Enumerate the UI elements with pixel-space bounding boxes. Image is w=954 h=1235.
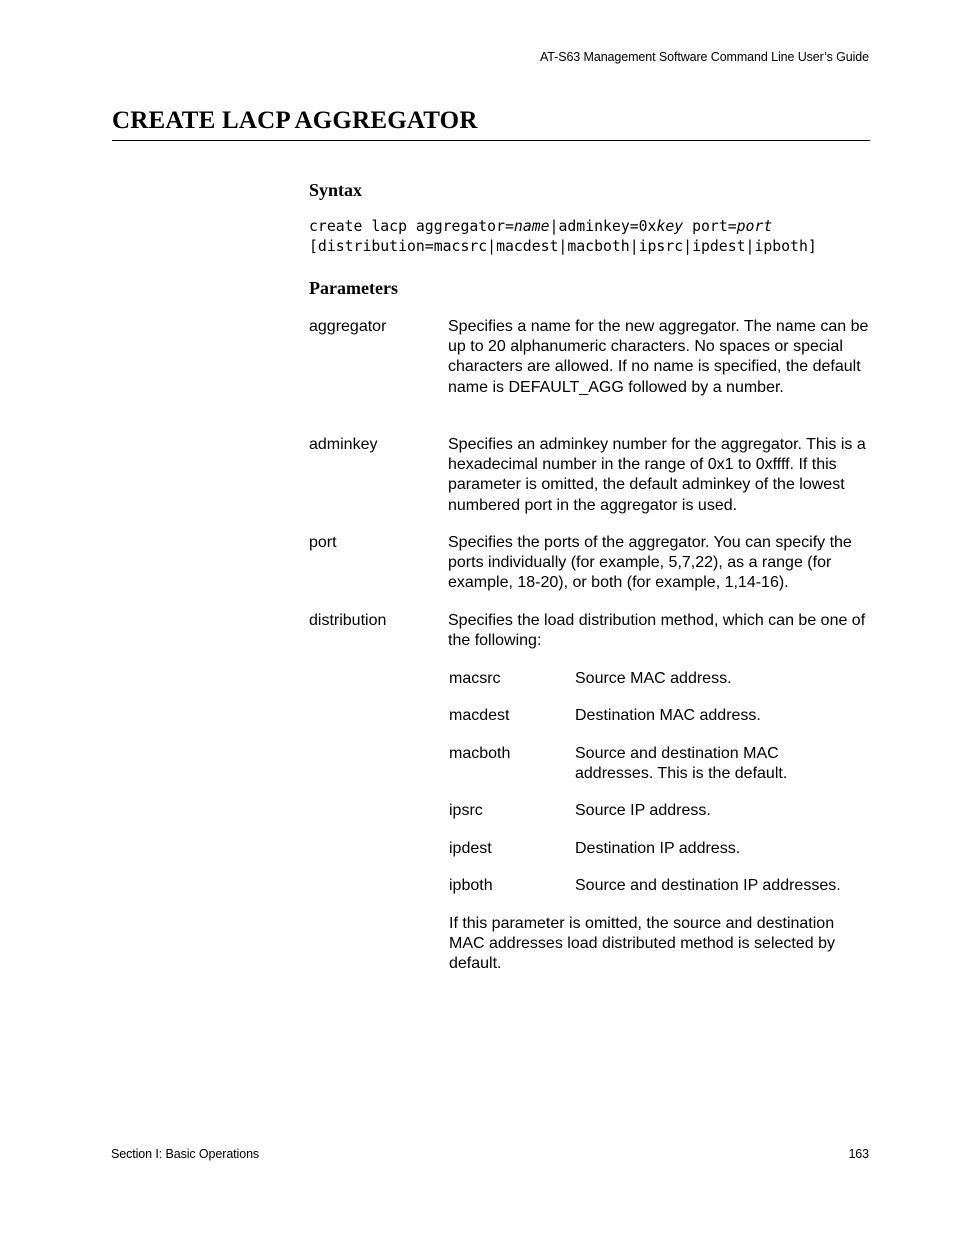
param-desc-distribution: Specifies the load distribution method, which can be one of the following: — [448, 612, 866, 650]
param-term-aggregator: aggregator — [309, 318, 387, 335]
param-term-adminkey: adminkey — [309, 436, 378, 453]
option-name: macdest — [449, 707, 510, 724]
option-desc: Destination IP address. — [575, 840, 741, 857]
option-name: ipdest — [449, 840, 492, 857]
running-header: AT-S63 Management Software Command Line User’s Guide — [540, 50, 869, 64]
syntax-line-2: [distribution=macsrc|macdest|macboth|ipsrc|ipdest|ipboth] — [309, 238, 817, 255]
param-desc-aggregator: Specifies a name for the new aggregator. The name can be up to 20 alphanumeric characters. No spaces or special characters are allowed. If no name is specified, the default name is DEFAULT_AGG followed by a number. — [448, 318, 869, 396]
option-desc: Source and destination IP addresses. — [575, 877, 841, 894]
option-name: macboth — [449, 745, 511, 762]
syntax-line-1: create lacp aggregator=name|adminkey=0xkey port=port — [309, 218, 773, 235]
title-rule — [112, 140, 870, 141]
footer-section: Section I: Basic Operations — [111, 1147, 260, 1161]
option-desc: Destination MAC address. — [575, 707, 761, 724]
syntax-heading: Syntax — [309, 180, 363, 200]
parameters-heading: Parameters — [309, 278, 398, 298]
param-term-port: port — [309, 534, 337, 551]
option-name: ipboth — [449, 877, 493, 894]
page-title: CREATE LACP AGGREGATOR — [112, 107, 478, 134]
option-name: macsrc — [449, 670, 501, 687]
option-desc: Source IP address. — [575, 802, 711, 819]
param-term-distribution: distribution — [309, 612, 387, 629]
page-number: 163 — [848, 1147, 869, 1161]
param-desc-adminkey: Specifies an adminkey number for the aggregator. This is a hexadecimal number in the range of 0x1 to 0xffff. If this parameter is omitted, the default adminkey of the lowest numbered port in the aggregator is used. — [448, 436, 866, 514]
param-desc-port: Specifies the ports of the aggregator. You can specify the ports individually (for example, 5,7,22), as a range (for example, 18-20), or both (for example, 1,14-16). — [448, 534, 852, 592]
option-name: ipsrc — [449, 802, 483, 819]
distribution-note: If this parameter is omitted, the source and destination MAC addresses load distributed method is selected by default. — [449, 915, 835, 973]
option-desc: Source MAC address. — [575, 670, 732, 687]
option-desc: Source and destination MAC addresses. This is the default. — [575, 745, 788, 783]
